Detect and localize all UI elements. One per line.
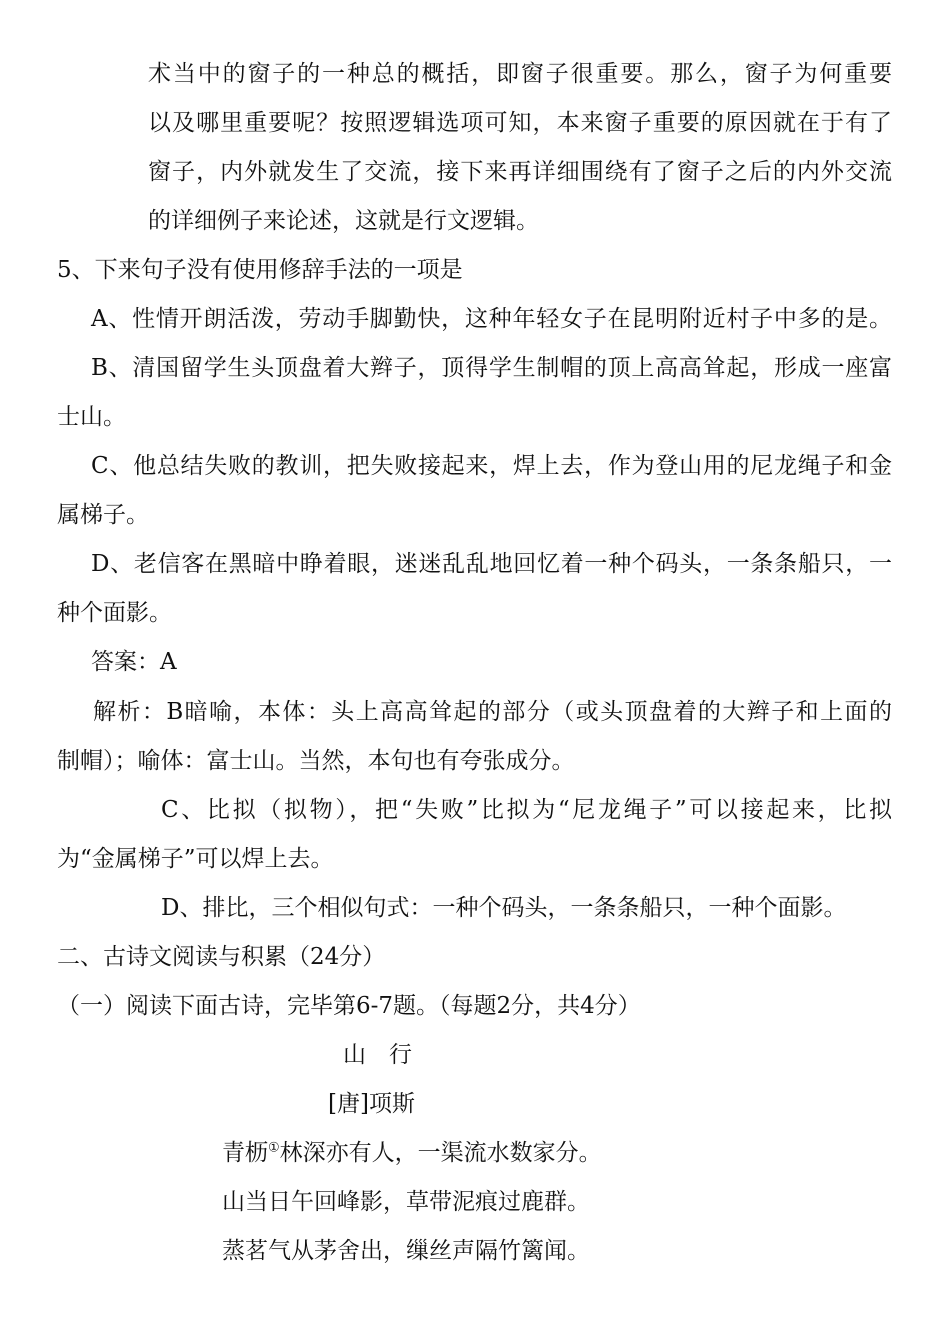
section-2-heading: 二、古诗文阅读与积累（24分）: [57, 944, 386, 970]
option-c-line-1: C、他总结失败的教训，把失败接起来，焊上去，作为登山用的尼龙绳子和金: [91, 453, 892, 479]
footnote-marker: ①: [268, 1140, 280, 1156]
analysis-line-2: 以及哪里重要呢？按照逻辑选项可知，本来窗子重要的原因就在于有了: [148, 110, 892, 136]
poem-line-1: [222, 1138, 602, 1168]
option-b-line-2: 士山。: [57, 404, 126, 430]
option-c-line-2: 属梯子。: [57, 502, 149, 528]
poem-line-1-end: 林深亦有人，一渠流水数家分。: [279, 1140, 602, 1166]
analysis-line-4: 的详细例子来论述，这就是行文逻辑。: [148, 208, 539, 234]
analysis-b-line-1: 解析：B暗喻，本体：头上高高耸起的部分（或头顶盘着的大辫子和上面的: [93, 699, 892, 725]
analysis-b-line-2: 制帽）；喻体：富士山。当然，本句也有夸张成分。: [57, 748, 575, 774]
poem-line-2: 山当日午回峰影，草带泥痕过鹿群。: [222, 1189, 590, 1215]
poem-line-3: 蒸茗气从茅舍出，缫丝声隔竹篱闻。: [222, 1238, 590, 1264]
analysis-line-3: 窗子，内外就发生了交流，接下来再详细围绕有了窗子之后的内外交流: [148, 159, 892, 185]
analysis-c-line-1: C、比拟（拟物），把“失败”比拟为“尼龙绳子”可以接起来，比拟: [161, 797, 892, 823]
answer: 答案：A: [91, 649, 177, 675]
option-a: A、性情开朗活泼，劳动手脚勤快，这种年轻女子在昆明附近村子中多的是。: [91, 306, 892, 332]
section-2-sub-heading: （一）阅读下面古诗，完毕第6-7题。（每题2分，共4分）: [57, 993, 641, 1019]
analysis-c-line-2: 为“金属梯子”可以焊上去。: [57, 846, 334, 872]
poem-title: 山 行: [343, 1042, 412, 1068]
poem-line-1-start: 青枥: [222, 1140, 268, 1166]
question-5-stem: 5、下来句子没有使用修辞手法的一项是: [57, 257, 463, 283]
option-d-line-2: 种个面影。: [57, 600, 172, 626]
option-b-line-1: B、清国留学生头顶盘着大辫子，顶得学生制帽的顶上高高耸起，形成一座富: [91, 355, 892, 381]
analysis-line-1: 术当中的窗子的一种总的概括，即窗子很重要。那么，窗子为何重要: [148, 61, 892, 87]
poem-author: [唐]项斯: [328, 1091, 415, 1117]
analysis-d: D、排比，三个相似句式：一种个码头，一条条船只，一种个面影。: [161, 895, 847, 921]
option-d-line-1: D、老信客在黑暗中睁着眼，迷迷乱乱地回忆着一种个码头，一条条船只，一: [91, 551, 892, 577]
